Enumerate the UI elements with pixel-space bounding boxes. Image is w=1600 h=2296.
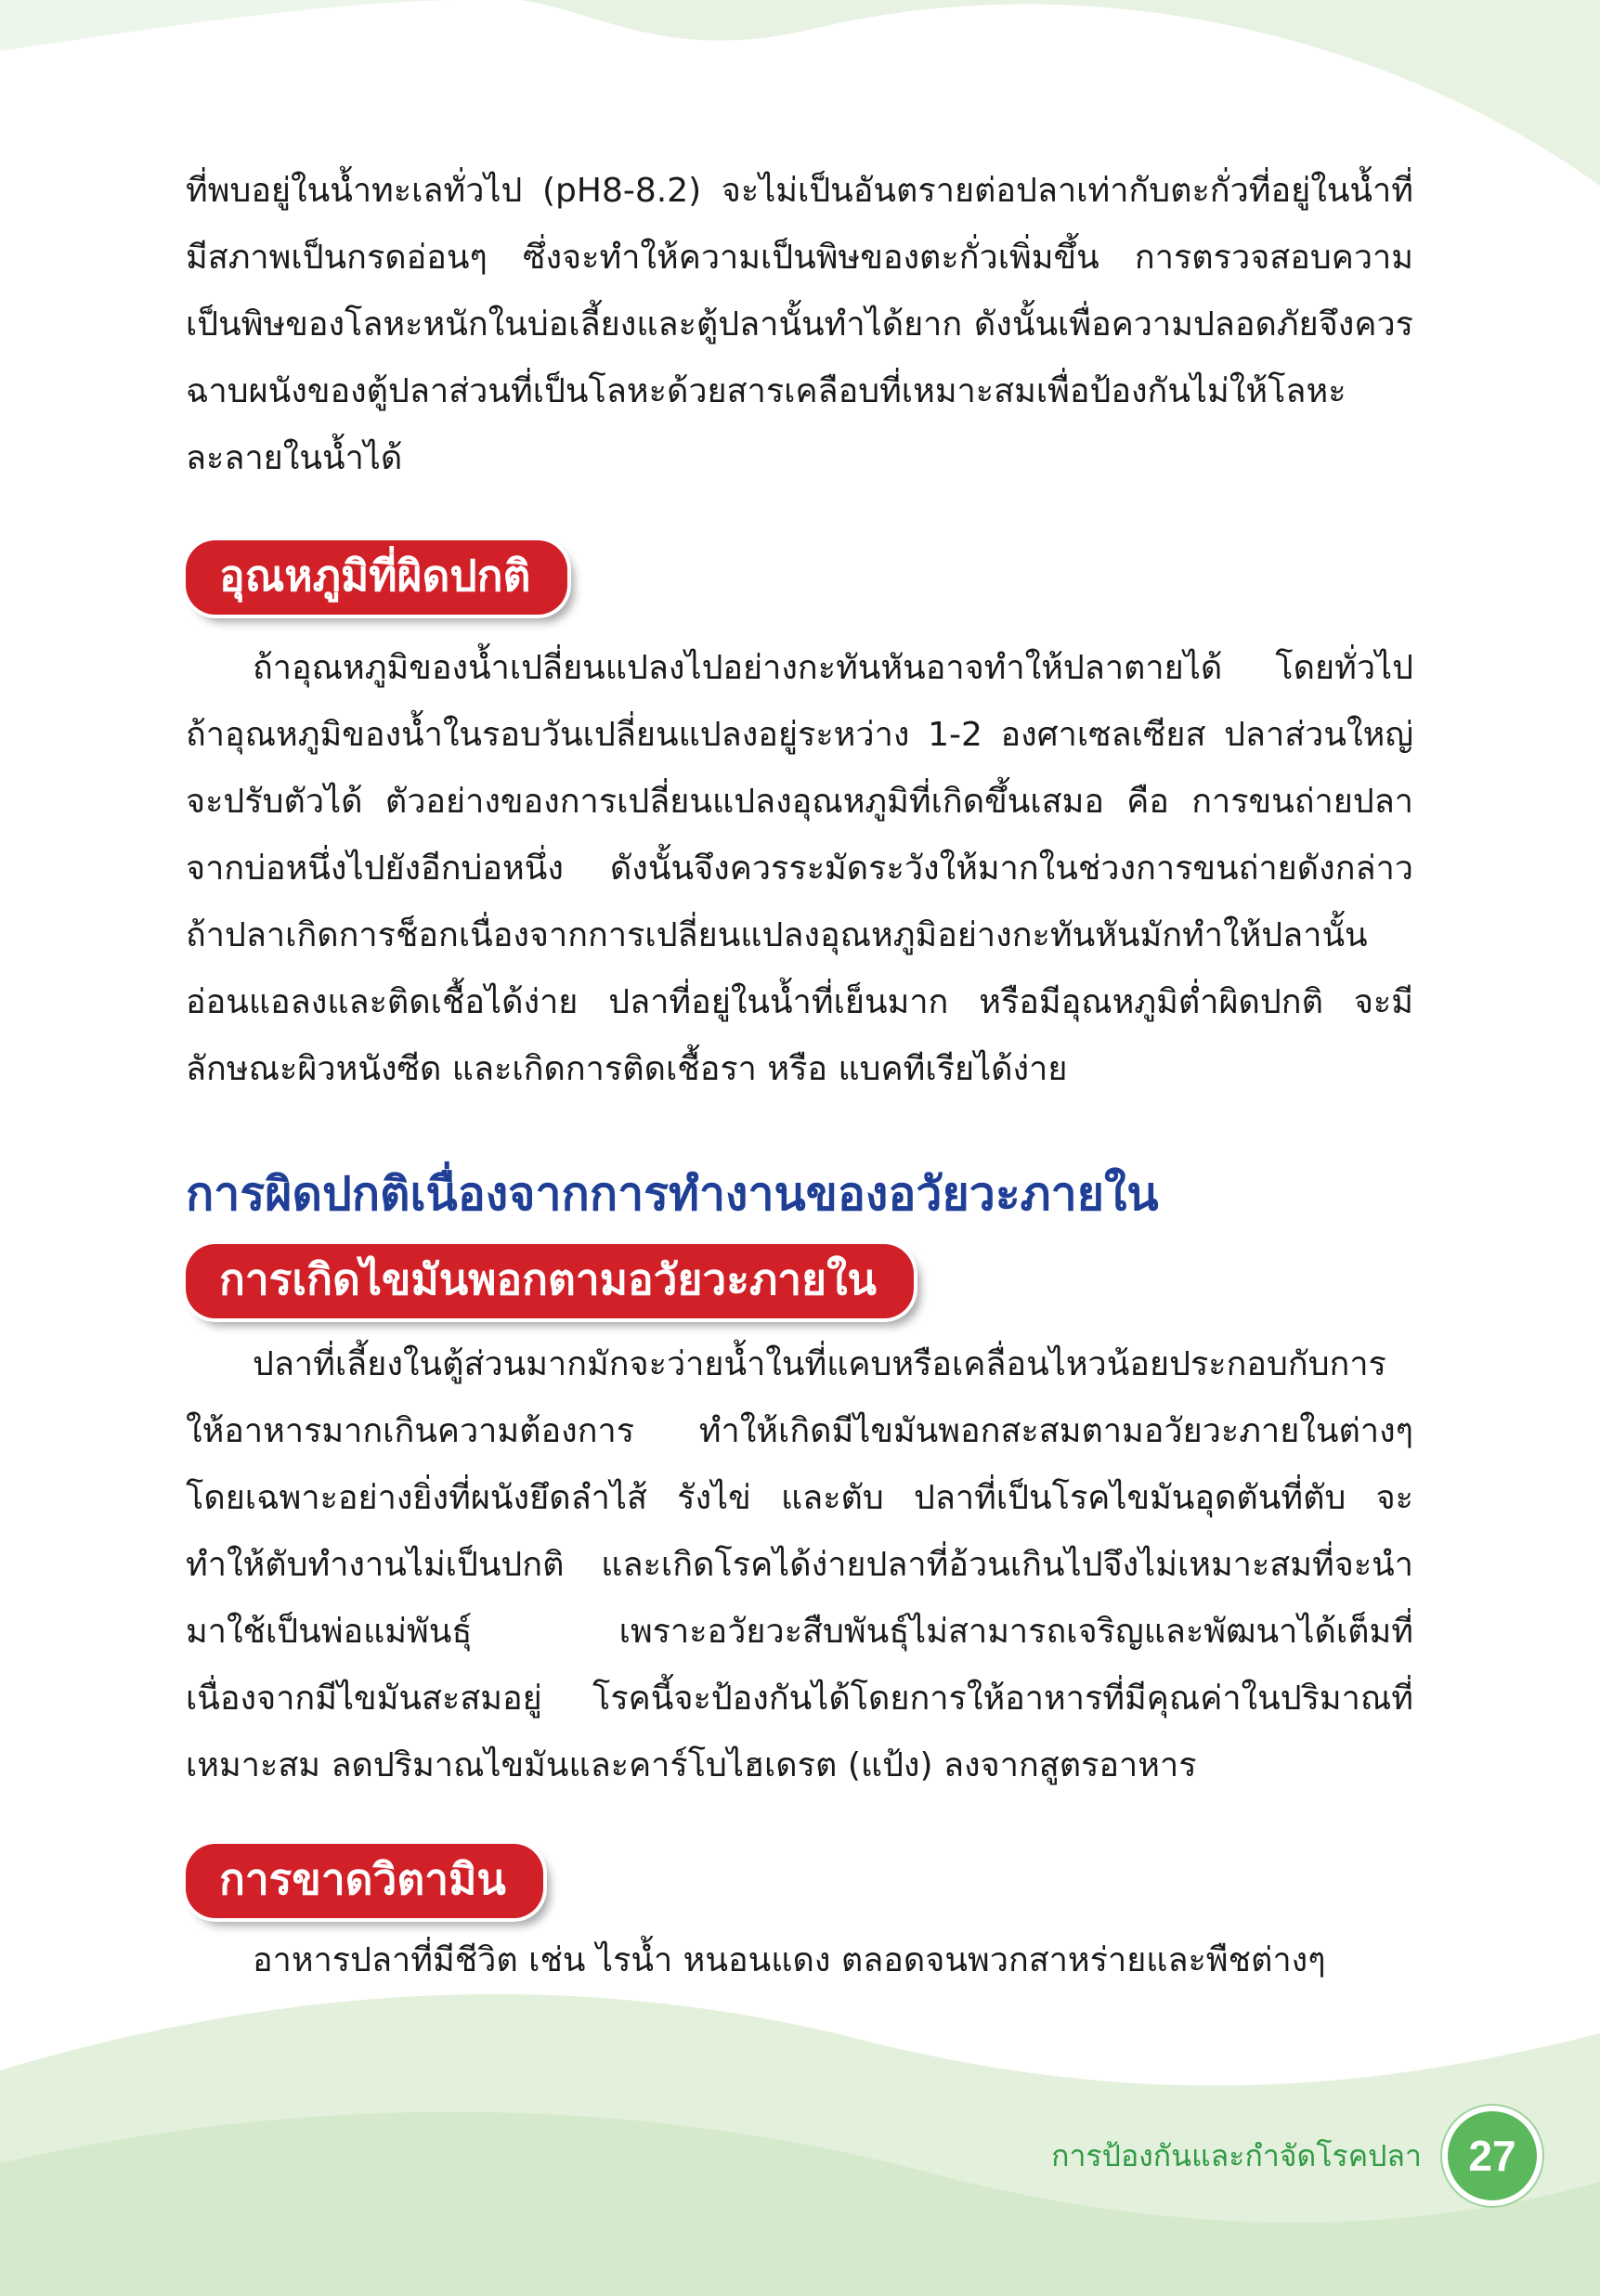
vitamin-paragraph: อาหารปลาที่มีชีวิต เช่น ไรน้ำ หนอนแดง ตลอดจนพวกสาหร่ายและพืชต่างๆ [253,1941,1326,1979]
page-content [186,158,1413,1994]
section-heading-fatty-organs: การเกิดไขมันพอกตามอวัยวะภายใน [186,1244,914,1318]
page-number-badge: 27 [1442,2106,1542,2206]
fatty-organs-paragraph: ปลาที่เลี้ยงในตู้ส่วนมากมักจะว่ายน้ำในที่แคบหรือเคลื่อนไหวน้อยประกอบกับการให้อาหารมากเกินความต้องการ ทำให้เกิดมีไขมันพอกสะสมตามอวัยวะภายในต่างๆ โดยเฉพาะอย่างยิ่งที่ผนังยึดลำไส้ รังไข่ และตับ ปลาที่เป็นโรคไขมันอุดตันที่ตับ จะทำให้ตับทำงานไม่เป็นปกติ และเกิดโรคได้ง่ายปลาที่อ้วนเกินไปจึงไม่เหมาะสมที่จะนำมาใช้เป็นพ่อแม่พันธุ์ เพราะอวัยวะสืบพันธุ์ไม่สามารถเจริญและพัฒนาได้เต็มที่ เนื่องจากมีไขมันสะสมอยู่ โรคนี้จะป้องกันได้โดยการให้อาหารที่มีคุณค่าในปริมาณที่เหมาะสม ลดปริมาณไขมันและคาร์โบไฮเดรต (แป้ง) ลงจากสูตรอาหาร [186,1345,1413,1784]
section-heading-vitamin-deficiency: การขาดวิตามิน [186,1844,543,1918]
footer-book-title: การป้องกันและกำจัดโรคปลา [1051,2137,1422,2173]
intro-paragraph: ที่พบอยู่ในน้ำทะเลทั่วไป (pH8-8.2) จะไม่เป็นอันตรายต่อปลาเท่ากับตะกั่วที่อยู่ในน้ำที่มีสภาพเป็นกรดอ่อนๆ ซึ่งจะทำให้ความเป็นพิษของตะกั่วเพิ่มขึ้น การตรวจสอบความเป็นพิษของโลหะหนักในบ่อเลี้ยงและตู้ปลานั้นทำได้ยาก ดังนั้นเพื่อความปลอดภัยจึงควรฉาบผนังของตู้ปลาส่วนที่เป็นโลหะด้วยสารเคลือบที่เหมาะสมเพื่อป้องกันไม่ให้โลหะละลายในน้ำได้ [186,172,1413,477]
main-heading-internal-organ-disorders: การผิดปกติเนื่องจากการทำงานของอวัยวะภายใน [186,1167,1159,1221]
section-heading-abnormal-temperature: อุณหภูมิที่ผิดปกติ [186,540,567,615]
page-footer [1051,2106,1542,2206]
temperature-paragraph: ถ้าอุณหภูมิของน้ำเปลี่ยนแปลงไปอย่างกะทันหันอาจทำให้ปลาตายได้ โดยทั่วไป ถ้าอุณหภูมิของน้ำในรอบวันเปลี่ยนแปลงอยู่ระหว่าง 1-2 องศาเซลเซียส ปลาส่วนใหญ่จะปรับตัวได้ ตัวอย่างของการเปลี่ยนแปลงอุณหภูมิที่เกิดขึ้นเสมอ คือ การขนถ่ายปลาจากบ่อหนึ่งไปยังอีกบ่อหนึ่ง ดังนั้นจึงควรระมัดระวังให้มากในช่วงการขนถ่ายดังกล่าว ถ้าปลาเกิดการช็อกเนื่องจากการเปลี่ยนแปลงอุณหภูมิอย่างกะทันหันมักทำให้ปลานั้นอ่อนแอลงและติดเชื้อได้ง่าย ปลาที่อยู่ในน้ำที่เย็นมาก หรือมีอุณหภูมิต่ำผิดปกติ จะมีลักษณะผิวหนังซีด และเกิดการติดเชื้อรา หรือ แบคทีเรียได้ง่าย [186,649,1413,1088]
